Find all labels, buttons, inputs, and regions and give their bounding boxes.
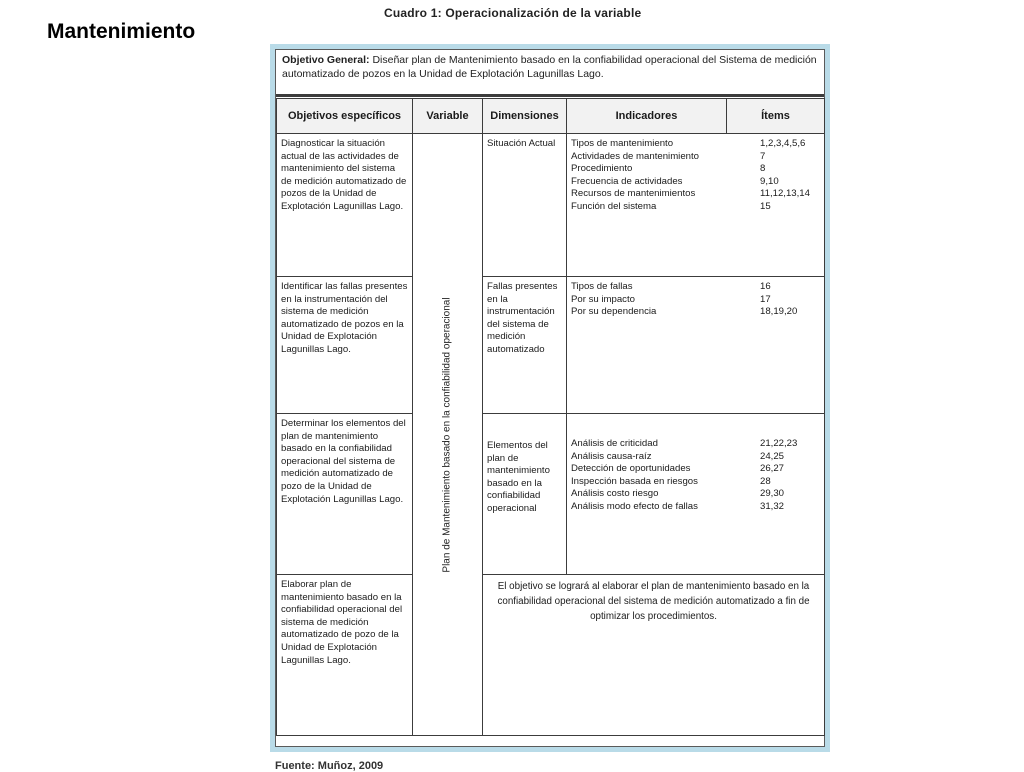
table-frame bbox=[270, 44, 830, 752]
list-item: Inspección basada en riesgos 28 bbox=[571, 475, 771, 487]
variable-label: Plan de Mantenimiento basado en la confiabilidad operacional bbox=[441, 296, 453, 573]
header-items: Ítems bbox=[727, 99, 825, 134]
header-dimensiones: Dimensiones bbox=[483, 99, 567, 134]
dimension-cell: Elementos del plan de mantenimiento basado en la confiabilidad operacional bbox=[483, 414, 567, 575]
header-indicadores: Indicadores bbox=[567, 99, 727, 134]
table-row bbox=[277, 277, 825, 414]
objetivo-general bbox=[282, 53, 818, 95]
table-row bbox=[277, 575, 825, 736]
header-variable: Variable bbox=[413, 99, 483, 134]
objetivo-general-text: Diseñar plan de Mantenimiento basado en la confiabilidad operacional del Sistema de medición automatizado de pozos en la Unidad de Explotación Lagunillas Lago. bbox=[282, 54, 817, 80]
indicadores-cell bbox=[567, 277, 825, 414]
header-objetivos: Objetivos específicos bbox=[277, 99, 413, 134]
operacionalizacion-table bbox=[275, 49, 825, 747]
table-caption: Cuadro 1: Operacionalización de la variable bbox=[384, 6, 642, 20]
objetivo-cell: Determinar los elementos del plan de mantenimiento basado en la confiabilidad operacional del sistema de medición automatizado de pozo de la Unidad de Explotación Lagunillas Lago. bbox=[277, 414, 413, 575]
list-item: Frecuencia de actividades 9,10 bbox=[571, 175, 779, 187]
dimension-cell: Fallas presentes en la instrumentación del sistema de medición automatizado bbox=[483, 277, 567, 414]
list-item: Tipos de fallas 16 bbox=[571, 281, 771, 292]
list-item: Por su dependencia 18,19,20 bbox=[571, 306, 798, 318]
list-item: Análisis costo riesgo 29,30 bbox=[571, 488, 785, 500]
table-row bbox=[277, 414, 825, 575]
variable-table bbox=[276, 98, 825, 736]
list-item: Análisis modo efecto de fallas 31,32 bbox=[571, 500, 785, 512]
header-row bbox=[277, 99, 825, 134]
list-item: Análisis de criticidad 21,22,23 bbox=[571, 438, 798, 449]
list-item: Función del sistema 15 bbox=[571, 200, 771, 212]
objetivo-cell: Elaborar plan de mantenimiento basado en la confiabilidad operacional del sistema de medición automatizado de pozo de la Unidad de Explotación Lagunillas Lago. bbox=[277, 575, 413, 736]
objetivo-cell: Diagnosticar la situación actual de las actividades de mantenimiento del sistema de medición automatizado de pozos de la Unidad de Explotación Lagunillas Lago. bbox=[277, 134, 413, 277]
list-item: Procedimiento 8 bbox=[571, 163, 766, 175]
variable-cell bbox=[413, 134, 483, 736]
divider bbox=[276, 94, 824, 97]
table-row bbox=[277, 134, 825, 277]
slide-title: Mantenimiento bbox=[47, 20, 196, 43]
objetivo-cell: Identificar las fallas presentes en la instrumentación del sistema de medición automatizado de pozos en la Unidad de Explotación Lagunillas Lago. bbox=[277, 277, 413, 414]
list-item: Recursos de mantenimientos 11,12,13,14 bbox=[571, 188, 810, 200]
list-item: Tipos de mantenimiento 1,2,3,4,5,6 bbox=[571, 138, 806, 149]
source-note: Fuente: Muñoz, 2009 bbox=[275, 760, 384, 772]
dimension-cell: Situación Actual bbox=[483, 134, 567, 277]
list-item: Análisis causa-raíz 24,25 bbox=[571, 450, 785, 462]
indicadores-cell bbox=[567, 134, 825, 277]
note-cell: El objetivo se logrará al elaborar el plan de mantenimiento basado en la confiabilidad operacional del sistema de medición automatizado a fin de optimizar los procedimientos. bbox=[483, 575, 825, 736]
list-item: Detección de oportunidades 26,27 bbox=[571, 463, 785, 475]
list-item: Actividades de mantenimiento 7 bbox=[571, 150, 766, 162]
list-item: Por su impacto 17 bbox=[571, 293, 771, 305]
objetivo-general-label: Objetivo General: bbox=[282, 54, 370, 66]
indicadores-cell bbox=[567, 414, 825, 575]
